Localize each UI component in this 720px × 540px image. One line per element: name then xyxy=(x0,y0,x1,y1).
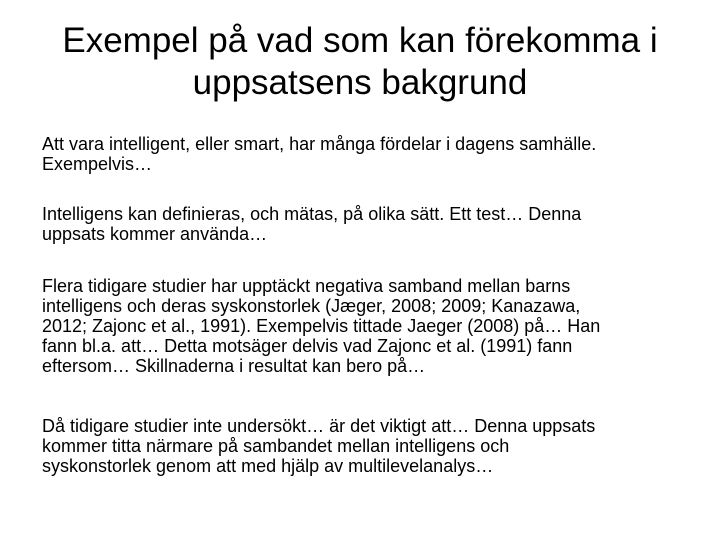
paragraph-definition xyxy=(42,204,682,244)
paragraph-line: eftersom… Skillnaderna i resultat kan bero på… xyxy=(42,356,426,376)
paragraph-line: uppsats kommer använda… xyxy=(42,224,268,244)
slide-title xyxy=(20,20,700,104)
paragraph-line: 2012; Zajonc et al., 1991). Exempelvis tittade Jaeger (2008) på… Han xyxy=(42,316,601,336)
paragraph-line: fann bl.a. att… Detta motsäger delvis vad Zajonc et al. (1991) fann xyxy=(42,336,573,356)
paragraph-line: kommer titta närmare på sambandet mellan intelligens och xyxy=(42,436,510,456)
title-line-2: uppsatsens bakgrund xyxy=(192,63,528,102)
paragraph-intro xyxy=(42,134,682,174)
paragraph-previous-studies xyxy=(42,276,682,376)
paragraph-line: Att vara intelligent, eller smart, har många fördelar i dagens samhälle. xyxy=(42,134,597,154)
paragraph-line: Flera tidigare studier har upptäckt negativa samband mellan barns xyxy=(42,276,571,296)
paragraph-line: Då tidigare studier inte undersökt… är det viktigt att… Denna uppsats xyxy=(42,416,596,436)
paragraph-line: Intelligens kan definieras, och mätas, på olika sätt. Ett test… Denna xyxy=(42,204,582,224)
paragraph-line: intelligens och deras syskonstorlek (Jæger, 2008; 2009; Kanazawa, xyxy=(42,296,581,316)
paragraph-aim xyxy=(42,416,682,476)
title-line-1: Exempel på vad som kan förekomma i xyxy=(62,21,658,60)
paragraph-line: syskonstorlek genom att med hjälp av multilevelanalys… xyxy=(42,456,494,476)
paragraph-line: Exempelvis… xyxy=(42,154,153,174)
